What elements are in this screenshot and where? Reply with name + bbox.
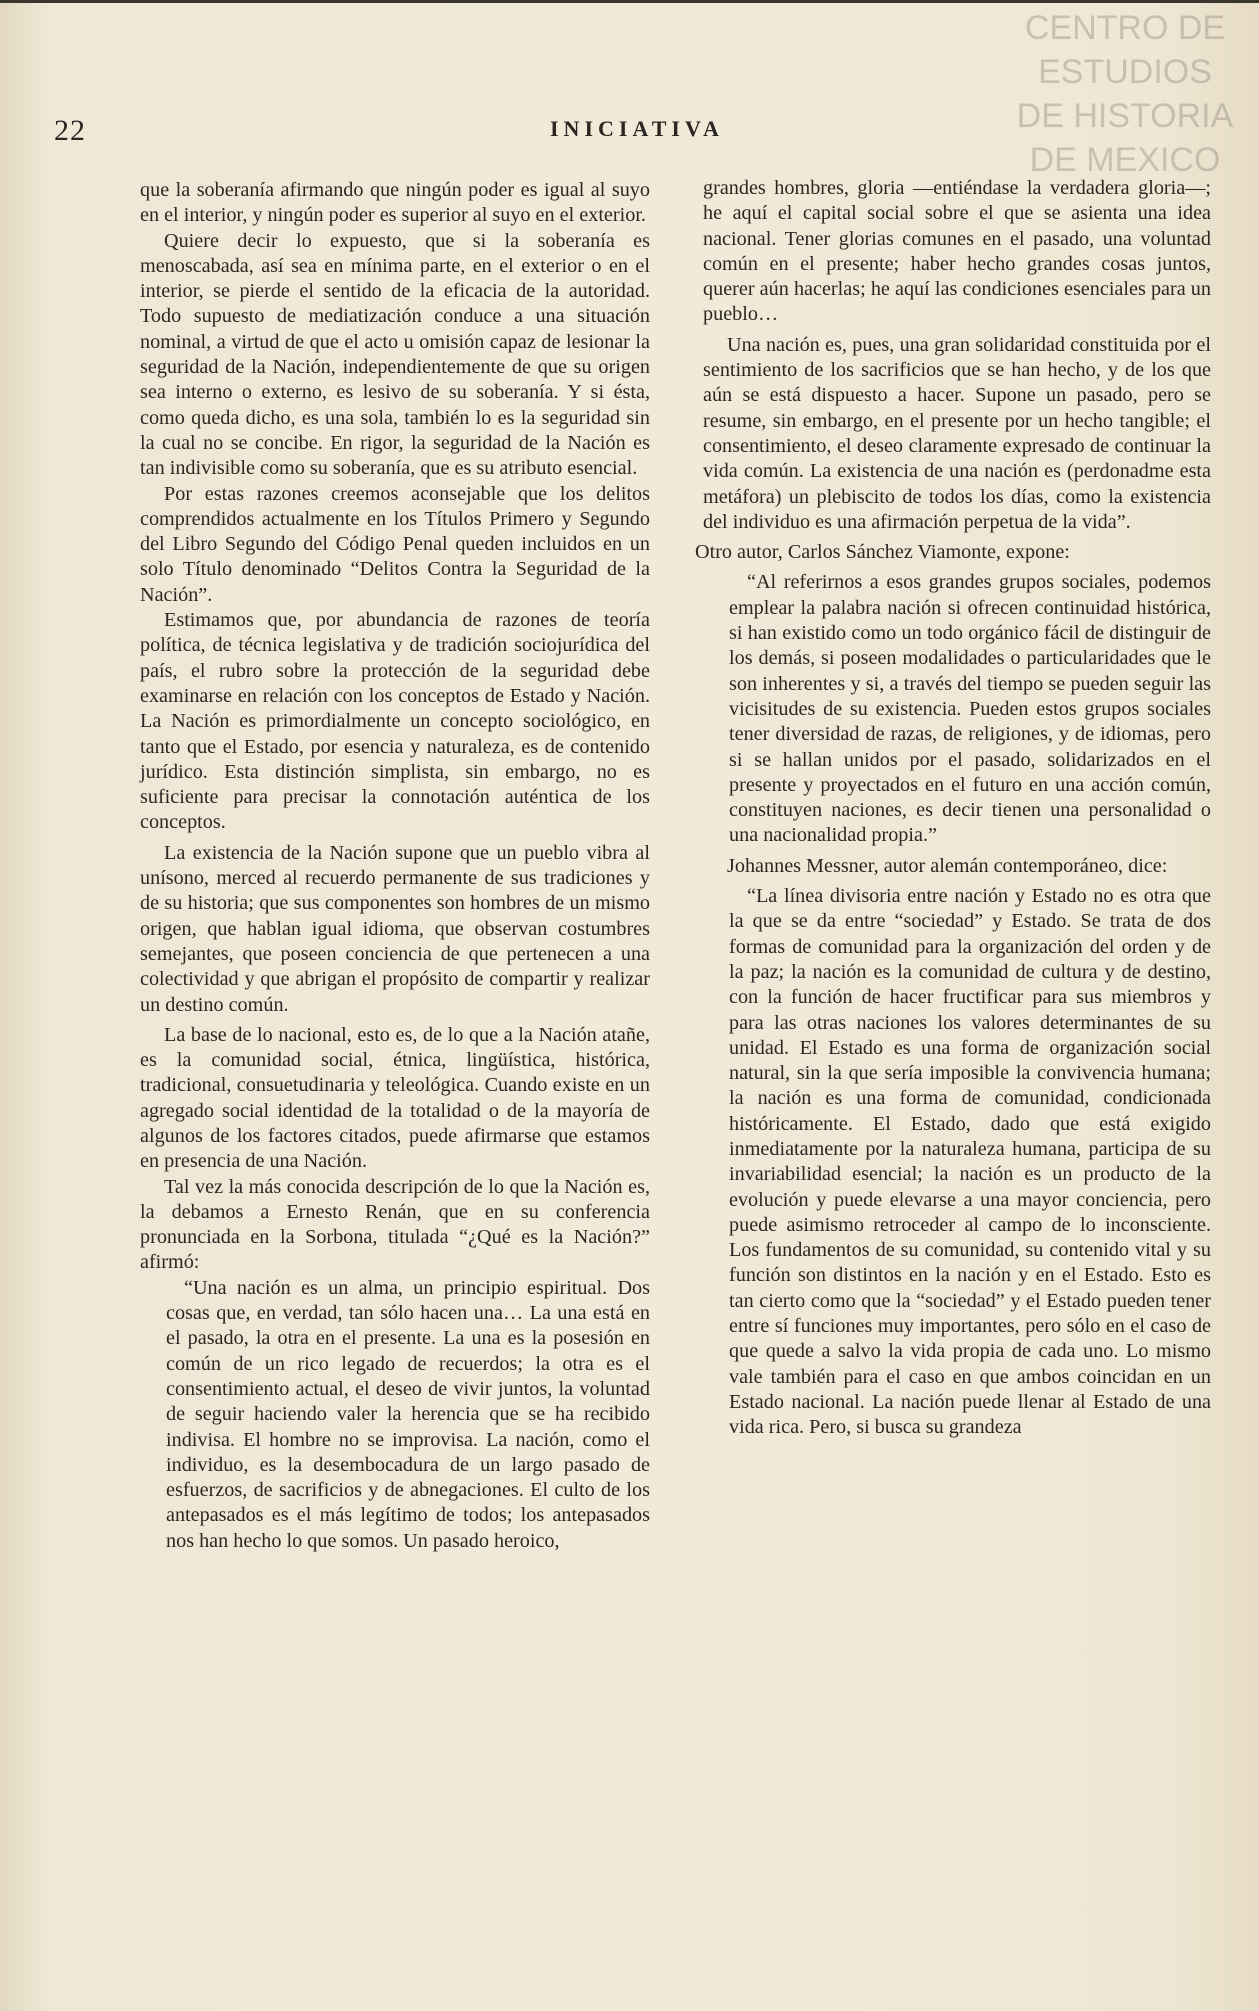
paragraph: Otro autor, Carlos Sánchez Viamonte, expone: <box>695 541 1070 564</box>
paragraph: La base de lo nacional, esto es, de lo que a la Nación atañe, es la comunidad social, étnica, lingüística, histórica, tradicional, consuetudinaria y teleológica. Cuando existe en un agregado social identidad de la totalidad o de la mayoría de algunos de los factores citados, puede afirmarse que estamos en presencia de una Nación. <box>140 1023 650 1173</box>
quote-paragraph: grandes hombres, gloria —entiéndase la verdadera gloria—; he aquí el capital social sobre el que se asienta una idea nacional. Tener glorias comunes en el pasado, una voluntad común en el presente; haber hecho grandes cosas juntos, querer aún hacerlas; he aquí las condiciones esenciales para un pueblo… <box>703 177 1211 326</box>
paragraph: La existencia de la Nación supone que un pueblo vibra al unísono, merced al recuerdo permanente de sus tradiciones y de su historia; que sus componentes son hombres de un mismo origen, que hablan igual idioma, que observan costumbres semejantes, que poseen conciencia de que pertenecen a una colectividad y que abrigan el propósito de compartir y realizar un destino común. <box>140 841 650 1016</box>
top-border-line <box>0 0 1259 3</box>
paragraph: Por estas razones creemos aconsejable que los delitos comprendidos actualmente en los Títulos Primero y Segundo del Libro Segundo del Código Penal queden incluidos en un solo Título denominado “Delitos Contra la Seguridad de la Nación”. <box>140 482 650 606</box>
page-number: 22 <box>54 114 86 147</box>
quote-paragraph: “Una nación es un alma, un principio espiritual. Dos cosas que, en verdad, tan sólo hacen una… La una está en el pasado, la otra en el presente. La una es la posesión en común de un rico legado de recuerdos; la otra es el consentimiento actual, el deseo de vivir juntos, la voluntad de seguir haciendo valer la herencia que se ha recibido indivisa. El hombre no se improvisa. La nación, como el individuo, es la desembocadura de un largo pasado de esfuerzos, de sacrificios y de abnegaciones. El culto de los antepasados es el más legítimo de todos; los antepasados nos han hecho lo que somos. Un pasado heroico, <box>166 1276 650 1552</box>
left-text-column <box>140 178 650 1554</box>
paragraph: que la soberanía afirmando que ningún poder es igual al suyo en el interior, y ningún poder es superior al suyo en el exterior. <box>140 179 650 227</box>
paragraph: Quiere decir lo expuesto, que si la soberanía es menoscabada, así sea en mínima parte, en el exterior o en el interior, se pierde el sentido de la eficacia de la autoridad. Todo supuesto de mediatización conduce a una situación nominal, a virtud de que el acto u omisión capaz de lesionar la seguridad de la Nación, independientemente de que su origen sea interno o externo, es lesivo de su soberanía. Y si ésta, como queda dicho, es una sola, también lo es la seguridad sin la cual no se concibe. En rigor, la seguridad de la Nación es tan indivisible como su soberanía, que es su atributo esencial. <box>140 229 650 480</box>
running-head: INICIATIVA <box>550 116 724 141</box>
watermark-line: DE MEXICO <box>1029 141 1221 179</box>
quote-paragraph: “La línea divisoria entre nación y Estado no es otra que la que se da entre “sociedad” y Estado. Se trata de dos formas de comunidad para la organización del orden y de la paz; la nación es la comunidad de cultura y de destino, con la función de hacer fructificar para sus miembros y para las otras naciones los valores determinantes de su unidad. El Estado es una forma de organización social natural, sin la que sería imposible la convivencia humana; la nación es una forma de comunidad, condicionada históricamente. El Estado, dado que está exigido inmediatamente por la naturaleza humana, participa de su invariabilidad esencial; la nación es un producto de la evolución y puede elevarse a una mayor conciencia, pero puede asimismo retroceder al campo de lo inconsciente. Los fundamentos de su comunidad, su contenido vital y su función son distintos en la nación y en el Estado. Esto es tan cierto como que la “sociedad” y el Estado pueden tener entre sí funciones muy importantes, pero sólo en el caso de que quede a salvo la vida propia de cada uno. Lo mismo vale también para el caso en que ambos coincidan en un Estado nacional. La nación puede llenar al Estado de una vida rica. Pero, si busca su grandeza <box>729 885 1211 1439</box>
paragraph: Tal vez la más conocida descripción de lo que la Nación es, la debamos a Ernesto Renán, que en su conferencia pronunciada en la Sorbona, titulada “¿Qué es la Nación?” afirmó: <box>140 1175 650 1274</box>
right-text-column <box>695 176 1211 1441</box>
quote-paragraph: “Al referirnos a esos grandes grupos sociales, podemos emplear la palabra nación si ofrecen continuidad histórica, si han existido como un todo orgánico fácil de distinguir de los demás, si poseen modalidades o particularidades que le son inherentes y si, a través del tiempo se pueden seguir las vicisitudes de su existencia. Pueden estos grupos sociales tener diversidad de razas, de religiones, y de idiomas, pero si se hallan unidos por el pasado, solidarizados en el presente y proyectados en el futuro en una acción común, constituyen naciones, es decir tienen una personalidad o una nacionalidad propia.” <box>729 571 1211 847</box>
paragraph: Estimamos que, por abundancia de razones de teoría política, de técnica legislativa y de tradición sociojurídica del país, el rubro sobre la protección de la seguridad debe examinarse en relación con los conceptos de Estado y Nación. La Nación es primordialmente un concepto sociológico, en tanto que el Estado, por esencia y naturaleza, es de contenido jurídico. Esta distinción simplista, sin embargo, no es suficiente para precisar la connotación auténtica de los conceptos. <box>140 609 650 834</box>
paragraph: Johannes Messner, autor alemán contemporáneo, dice: <box>727 854 1168 877</box>
watermark-line: ESTUDIOS <box>1038 53 1212 91</box>
quote-paragraph: Una nación es, pues, una gran solidaridad constituida por el sentimiento de los sacrificios que se han hecho, y de los que aún se está dispuesto a hacer. Supone un pasado, pero se resume, sin embargo, en el presente por un hecho tangible; el consentimiento, el deseo claramente expresado de continuar la vida común. La existencia de una nación es (perdonadme esta metáfora) un plebiscito de todos los días, como la existencia del individuo es una afirmación perpetua de la vida”. <box>703 333 1211 533</box>
watermark-line: DE HISTORIA <box>1016 97 1234 135</box>
archive-watermark <box>1000 6 1250 182</box>
watermark-line: CENTRO DE <box>1024 9 1226 47</box>
